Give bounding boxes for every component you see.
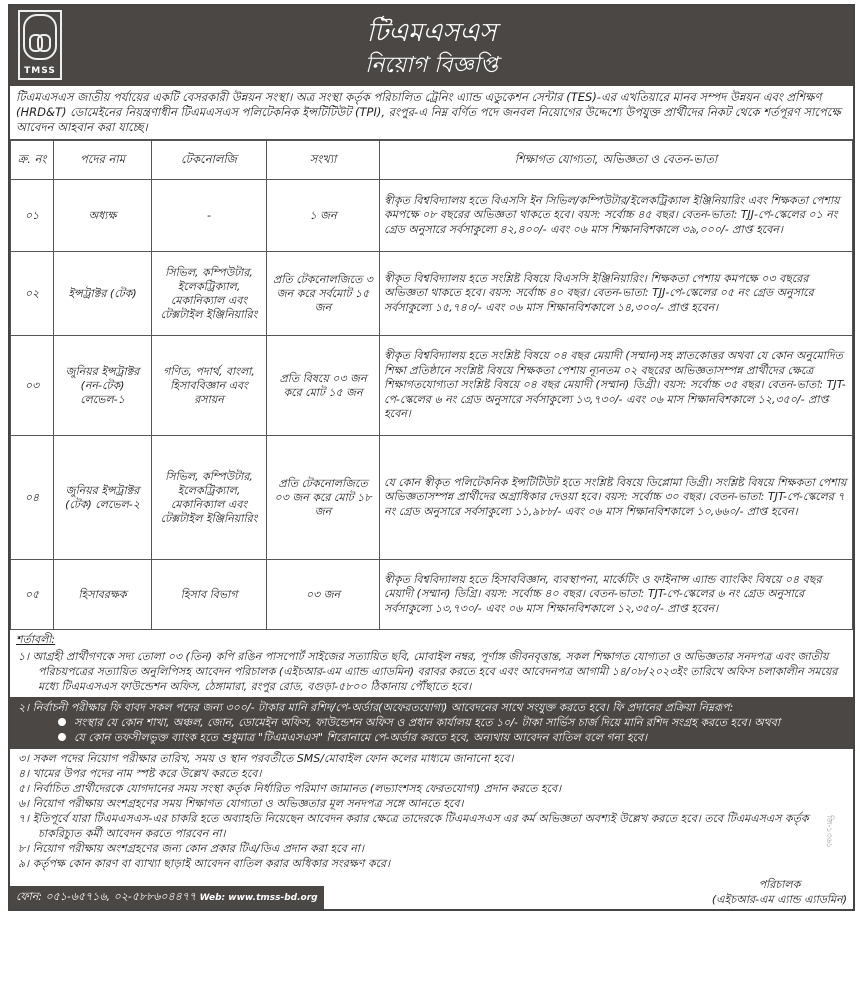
cell-count: ১ জন [267, 180, 380, 252]
cell-count: প্রতি টেকনোলজিতে ০৩ জন করে মোট ১৮ জন [267, 436, 380, 560]
term-9: ৯। কর্তৃপক্ষ কোন কারণ বা ব্যাখ্যা ছাড়াই আবেদন বাতিল করার অধিকার সংরক্ষণ করে। [18, 857, 391, 870]
term-8: ৮। নিয়োগ পরীক্ষায় অংশগ্রহণের জন্য কোন প্রকার টিএ/ডিএ প্রদান করা হবে না। [18, 842, 364, 855]
job-advertisement [8, 4, 855, 911]
cell-sl: ০২ [11, 252, 54, 336]
cell-technology: - [152, 180, 267, 252]
logo-abbr: TMSS [24, 66, 56, 76]
term-3: ৩। সকল পদের নিয়োগ পরীক্ষার তারিখ, সময় ও স্থান পরবর্তীতে SMS/মোবাইল ফোন কলের মাধ্যমে জানানো হবে। [18, 752, 514, 765]
cell-sl: ০৫ [11, 560, 54, 630]
table-row [11, 560, 853, 630]
signature-block [712, 877, 847, 907]
table-row [11, 180, 853, 252]
cell-post: জুনিয়র ইন্সট্রাক্টর (নন-টেক) লেভেল-১ [54, 336, 152, 436]
table-row [11, 436, 853, 560]
ad-header [10, 6, 853, 86]
contact-bar [10, 886, 324, 909]
cell-count: ০৩ জন [267, 560, 380, 630]
table-header-row [11, 141, 853, 180]
intro-paragraph: টিএমএসএস জাতীয় পর্যায়ের একটি বেসরকারী উন্নয়ন সংস্থা। অত্র সংস্থা কর্তৃক পরিচালিত ট্রেনিং এ্যান্ড এডুকেশন সেন্টার (TES)-এর এখতিয়ারে মানব সম্পদ উন্নয়ন এবং প্রশিক্ষণ (HRD&T) ডোমেইনের নিয়ন্ত্রণাধীন টিএমএসএস পলিটেকনিক ইন্সটিটিউট (TPI), রংপুর-এ নিম্ন বর্ণিত পদে জনবল নিয়োগের উদ্দেশ্যে উপযুক্ত প্রার্থীদের নিকট থেকে শর্তপূরণ সাপেক্ষে আবেদন আহবান করা যাচ্ছে। [10, 86, 853, 140]
cell-technology: সিভিল, কম্পিউটার, ইলেকট্রিক্যাল, মেকানিক্যাল এবং টেক্সটাইল ইঞ্জিনিয়ারিং [152, 436, 267, 560]
fee-option-text: সংস্থার যে কোন শাখা, অঞ্চল, জোন, ডোমেইন অফিস, ফাউন্ডেশন অফিস ও প্রধান কার্যালয় হতে ১০/- টাকা সার্ভিস চার্জ দিয়ে মানি রশিদ সংগ্রহ করতে হবে। অথবা [74, 716, 781, 729]
signature-dept: (এইচআর-এম এ্যান্ড এ্যাডমিন) [711, 893, 847, 906]
cell-sl: ০৩ [11, 336, 54, 436]
cell-count: প্রতি টেকনোলজিতে ৩ জন করে সর্বমোট ১৫ জন [267, 252, 380, 336]
fee-option-2 [16, 730, 847, 745]
header-count: সংখ্যা [267, 141, 380, 180]
table-row [11, 252, 853, 336]
cell-sl: ০৪ [11, 436, 54, 560]
positions-table [10, 140, 853, 630]
cell-post: হিসাবরক্ষক [54, 560, 152, 630]
cell-technology: গণিত, পদার্থ, বাংলা, হিসাববিজ্ঞান এবং রসায়ন [152, 336, 267, 436]
fee-option-text: যে কোন তফসীলভুক্ত ব্যাংক হতে শুধুমাত্র "টিএমএসএস" শিরোনামে পে-অর্ডার করতে হবে, অন্যথায় আবেদন বাতিল বলে গন্য হবে। [74, 731, 648, 744]
fee-option-1 [16, 715, 847, 730]
terms-section [10, 630, 853, 873]
header-post: পদের নাম [54, 141, 152, 180]
cell-post: অধ্যক্ষ [54, 180, 152, 252]
side-reference-mark: জি-১৩৬১ [825, 815, 834, 849]
term-2: ২। নির্বাচনী পরীক্ষার ফি বাবদ সকল পদের জন্য ৩০০/- টাকার মানি রশিদ/পে-অর্ডার(অফেরতযোগ্য) আবেদনের সাথে সংযুক্ত করতে হবে। ফি প্রদানের প্রক্রিয়া নিম্নরূপ: [18, 701, 734, 714]
signature-title: পরিচালক [758, 878, 801, 891]
cell-requirements: স্বীকৃত বিশ্ববিদ্যালয় হতে বিএসসি ইন সিভিল/কম্পিউটার/ইলেকট্রিক্যাল ইঞ্জিনিয়ারিং এবং শিক্ষকতা পেশায় কমপক্ষে ০৮ বছরের অভিজ্ঞতা থাকতে হবে। বয়স: সর্বোচ্চ ৪৫ বছর। বেতন-ভাতা: TJJ-পে-স্কেলের ০১ নং গ্রেড অনুসারে সর্বসাকুল্যে ৪২,৪০০/- এবং ০৬ মাস শিক্ষানবিশকালে ৩৯,০০০/- প্রাপ্ত হবেন। [380, 180, 853, 252]
cell-requirements: যে কোন স্বীকৃত পলিটেকনিক ইন্সটিটিউট হতে সংশ্লিষ্ট বিষয়ে ডিপ্লোমা ডিগ্রী। সংশ্লিষ্ট বিষয়ে শিক্ষকতা পেশায় অভিজ্ঞতাসম্পন্ন প্রার্থীদের অগ্রাধিকার দেওয়া হবে। বয়স: সর্বোচ্চ ৩০ বছর। বেতন-ভাতা: TJT-পে-স্কেলের ৭ নং গ্রেড অনুসারে সর্বসাকুল্যে ১১,৯৮৮/- এবং ০৬ মাস শিক্ষানবিশকালে ১০,৬৬০/- প্রাপ্ত হবেন। [380, 436, 853, 560]
cell-technology: হিসাব বিভাগ [152, 560, 267, 630]
org-name: টিএমএসএস [366, 18, 497, 48]
cell-requirements: স্বীকৃত বিশ্ববিদ্যালয় হতে হিসাববিজ্ঞান, ব্যবস্থাপনা, মার্কেটিং ও ফাইনান্স এ্যান্ড ব্যাংকিং বিষয়ে ০৪ বছর মেয়াদী (সম্মান) ডিগ্রি। বয়স: সর্বোচ্চ ৪০ বছর। বেতন-ভাতা: TJT-পে-স্কেলের ৬ নং গ্রেড অনুসারে সর্বসাকুল্যে ১৩,৭৩০/- এবং ০৬ মাস শিক্ষানবিশকালে ১২,৩৫০/- প্রাপ্ত হবেন। [380, 560, 853, 630]
phone-numbers: ফোন: ০৫১-৬৫৭১৬, ০২-৫৮৮৬০৪৪৭৭ [16, 890, 197, 903]
term-5: ৫। নির্বাচিত প্রার্থীদেরকে যোগদানের সময় সংস্থা কর্তৃক নির্ধারিত পরিমাণ জামানত (লভ্যাংশসহ ফেরতযোগ্য) প্রদান করতে হবে। [18, 782, 562, 795]
cell-count: প্রতি বিষয়ে ০৩ জন করে মোট ১৫ জন [267, 336, 380, 436]
notice-title: নিয়োগ বিজ্ঞপ্তি [365, 53, 498, 78]
terms-list [10, 749, 853, 873]
cell-requirements: স্বীকৃত বিশ্ববিদ্যালয় হতে সংশ্লিষ্ট বিষয়ে ০৪ বছর মেয়াদী (সম্মান)সহ স্নাতকোত্তর অথবা যে কোন অনুমোদিত শিক্ষা প্রতিষ্ঠানে সংশ্লিষ্ট বিষয়ে শিক্ষকতা পেশায় ন্যূনতম ০২ বছরের অভিজ্ঞতাসম্পন্ন প্রার্থীদের ক্ষেত্রে শিক্ষাগতযোগ্যতা সংশ্লিষ্ট বিষয়ে ০৪ বছর মেয়াদী (সম্মান) ডিগ্রী। বয়স: সর্বোচ্চ ৩৫ বছর। বেতন-ভাতা: TJT-পে-স্কেলের ৬ নং গ্রেড অনুসারে সর্বসাকুল্যে ১৩,৭৩০/- এবং ০৬ মাস শিক্ষানবিশকালে ১২,৩৫০/- প্রাপ্ত হবেন। [380, 336, 853, 436]
header-sl: ক্র. নং [11, 141, 54, 180]
header-technology: টেকনোলজি [152, 141, 267, 180]
term-7: ৭। ইতিপূর্বে যারা টিএমএসএস-এর চাকরি হতে অব্যাহতি নিয়েছেন আবেদন করার ক্ষেত্রে তাদেরকে টিএমএসএস এর কর্ম অভিজ্ঞতা অবশ্যই উল্লেখ করতে হবে। তবে টিএমএসএস কর্তৃক চাকরিচ্যুত কর্মী আবেদন করতে পারবেন না। [18, 812, 809, 840]
ad-footer [10, 873, 853, 909]
table-row [11, 336, 853, 436]
terms-heading: শর্তাবলী: [16, 633, 56, 646]
fee-block [10, 697, 853, 749]
term-6: ৬। নিয়োগ পরীক্ষায় অংশগ্রহণের সময় শিক্ষাগত যোগ্যতা ও অভিজ্ঞতার মূল সনদপত্র সঙ্গে আনতে হবে। [18, 797, 464, 810]
cell-requirements: স্বীকৃত বিশ্ববিদ্যালয় হতে সংশ্লিষ্ট বিষয়ে বিএসসি ইঞ্জিনিয়ারিং। শিক্ষকতা পেশায় কমপক্ষে ০৩ বছরের অভিজ্ঞতা থাকতে হবে। বয়স: সর্বোচ্চ ৪০ বছর। বেতন-ভাতা: TJJ-পে-স্কেলের ০৫ নং গ্রেড অনুসারে সর্বসাকুল্যে ১৫,৭৪০/- এবং ০৬ মাস শিক্ষানবিশকালে ১৪,৩০০/- প্রাপ্ত হবেন। [380, 252, 853, 336]
cell-technology: সিভিল, কম্পিউটার, ইলেকট্রিক্যাল, মেকানিক্যাল এবং টেক্সটাইল ইঞ্জিনিয়ারিং [152, 252, 267, 336]
website-link[interactable]: Web: www.tmss-bd.org [199, 893, 318, 903]
cell-sl: ০১ [11, 180, 54, 252]
bullet-icon [58, 733, 66, 741]
cell-post: জুনিয়র ইন্সট্রাক্টর (টেক) লেভেল-২ [54, 436, 152, 560]
cell-post: ইন্সট্রাক্টর (টেক) [54, 252, 152, 336]
header-requirements: শিক্ষাগত যোগ্যতা, অভিজ্ঞতা ও বেতন-ভাতা [380, 141, 853, 180]
term-4: ৪। খামের উপর পদের নাম স্পষ্ট করে উল্লেখ করতে হবে। [18, 767, 262, 780]
bullet-icon [58, 718, 66, 726]
term-1: ১। আগ্রহী প্রার্থীগণকে সদ্য তোলা ০৩ (তিন) কপি রঙিন পাসপোর্ট সাইজের সত্যায়িত ছবি, মোবাইল নম্বর, পূর্ণাঙ্গ জীবনবৃত্তান্ত, সকল শিক্ষাগত যোগ্যতা ও অভিজ্ঞতার সনদপত্র এবং জাতীয় পরিচয়পত্রের সত্যায়িত অনুলিপিসহ আবেদন পরিচালক (এইচআর-এম এ্যান্ড এ্যাডমিন) বরাবর করতে হবে এবং আবেদনপত্র আগামী ১৪/০৮/২০২৩ইং তারিখে অফিস চলাকালীন সময়ের মধ্যে টিএমএসএস ফাউন্ডেশন অফিস, ঠেঙ্গামারা, রংপুর রোড, বগুড়া-৫৮০০ ঠিকানায় পৌঁছাতে হবে। [18, 650, 838, 693]
